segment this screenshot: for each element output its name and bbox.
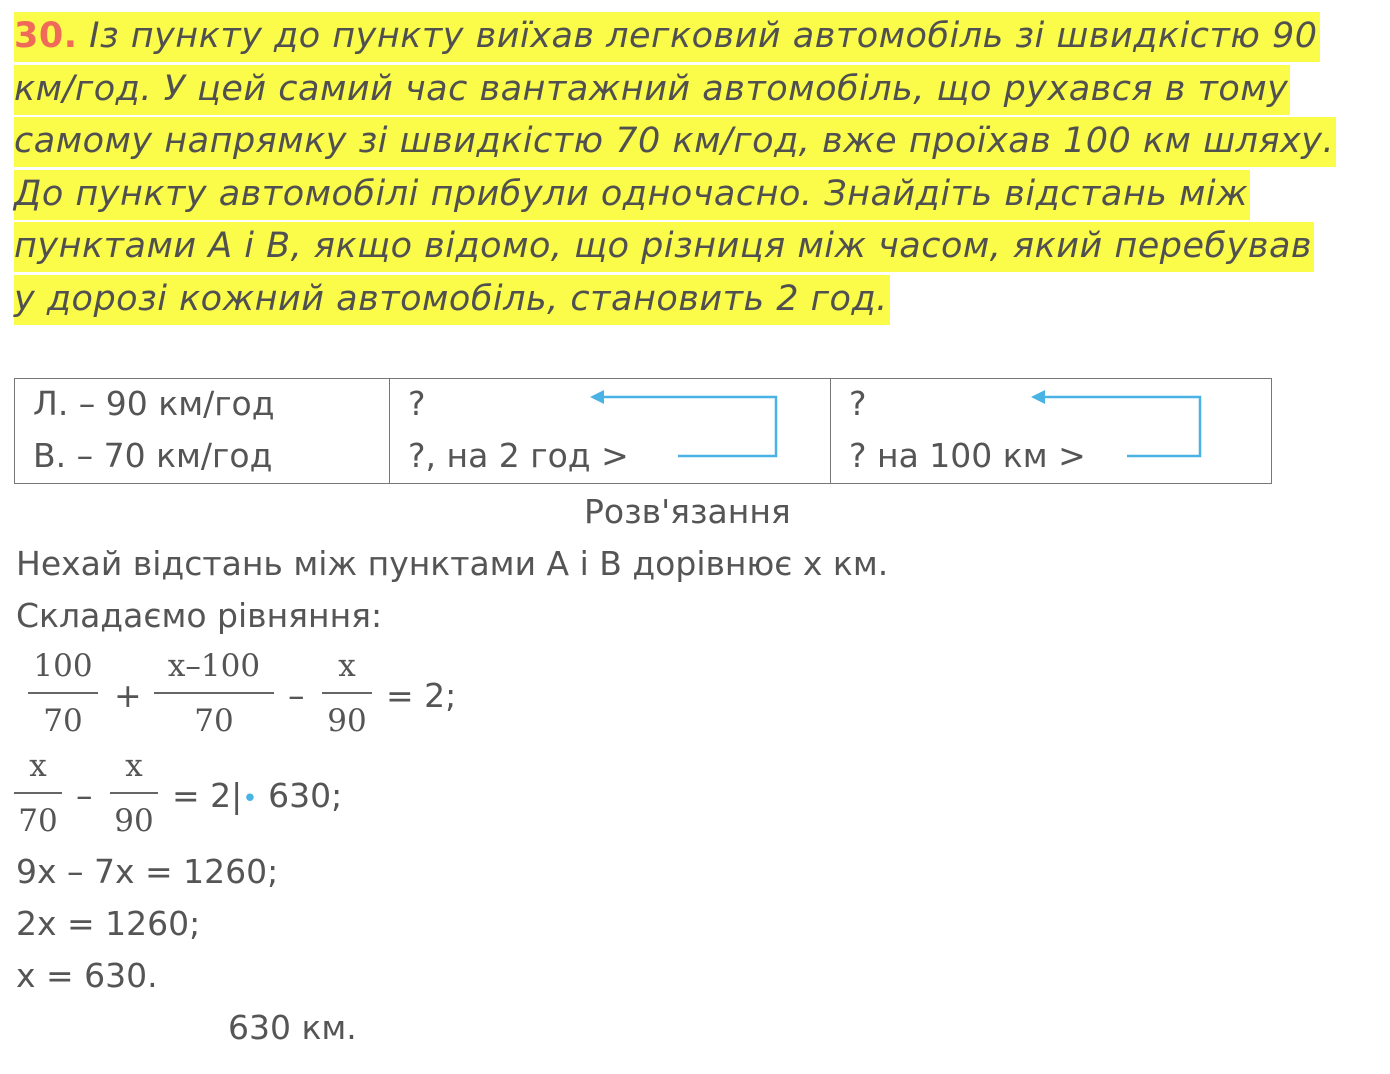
fraction-bar — [28, 692, 98, 694]
numerator: x–100 — [167, 648, 261, 684]
car-speed: Л. – 90 км/год — [33, 384, 275, 423]
numerator: x — [125, 748, 143, 784]
denominator: 70 — [18, 803, 58, 839]
fraction — [322, 648, 372, 748]
denominator: 70 — [43, 703, 83, 739]
problem-text-6: у дорозі кожний автомобіль, становить 2 год. — [14, 275, 890, 325]
numerator: x — [338, 648, 356, 684]
problem-text-5: пунктами А і В, якщо відомо, що різниця між часом, який перебував — [14, 222, 1314, 272]
solution-intro: Нехай відстань між пунктами А і В дорівнює x км. — [16, 544, 889, 583]
plus-sign: + — [114, 676, 142, 715]
given-speeds-cell — [15, 379, 390, 484]
time-truck-unknown: ?, на 2 год > — [408, 436, 629, 475]
problem-text-3: самому напрямку зі швидкістю 70 км/год, вже проїхав 100 км шляху. — [14, 117, 1336, 167]
fraction — [14, 748, 62, 848]
denominator: 90 — [327, 703, 367, 739]
equation-label: Складаємо рівняння: — [16, 596, 383, 635]
distance-car-unknown: ? — [849, 384, 867, 423]
problem-line — [14, 12, 1320, 62]
multiply-dot-icon: • — [242, 784, 258, 814]
problem-statement — [14, 10, 1384, 325]
fraction — [154, 648, 274, 748]
problem-text-1: Із пункту до пункту виїхав легковий автомобіль зі швидкістю 90 — [89, 16, 1318, 56]
problem-number: 30. — [14, 16, 78, 56]
rhs-multiplier: 630; — [257, 776, 343, 815]
given-time-cell — [390, 379, 831, 484]
fraction-bar — [154, 692, 274, 694]
truck-speed: В. – 70 км/год — [33, 436, 273, 475]
fraction — [28, 648, 98, 748]
time-car-unknown: ? — [408, 384, 426, 423]
distance-truck-unknown: ? на 100 км > — [849, 436, 1086, 475]
given-table — [14, 378, 1272, 484]
numerator: x — [29, 748, 47, 784]
solution-step-2: 2x = 1260; — [16, 904, 201, 943]
numerator: 100 — [33, 648, 93, 684]
fraction-bar — [110, 792, 158, 794]
solution-heading: Розв'язання — [584, 492, 791, 531]
problem-text-2: км/год. У цей самий час вантажний автомобіль, що рухався в тому — [14, 65, 1290, 115]
denominator: 70 — [194, 703, 234, 739]
given-distance-cell — [831, 379, 1272, 484]
rhs-part: = 2| — [172, 776, 243, 815]
solution-step-1: 9x – 7x = 1260; — [16, 852, 279, 891]
equation-rhs — [172, 776, 342, 815]
fraction-bar — [14, 792, 62, 794]
solution-step-3: x = 630. — [16, 956, 158, 995]
answer: 630 км. — [228, 1008, 357, 1047]
fraction — [110, 748, 158, 848]
comparison-arrow-icon — [831, 379, 1271, 483]
minus-sign: – — [76, 776, 93, 815]
equation-rhs: = 2; — [386, 676, 457, 715]
denominator: 90 — [114, 803, 154, 839]
problem-text-4: До пункту автомобілі прибули одночасно. Знайдіть відстань між — [14, 170, 1250, 220]
comparison-arrow-icon — [390, 379, 830, 483]
minus-sign: – — [288, 676, 305, 715]
fraction-bar — [322, 692, 372, 694]
